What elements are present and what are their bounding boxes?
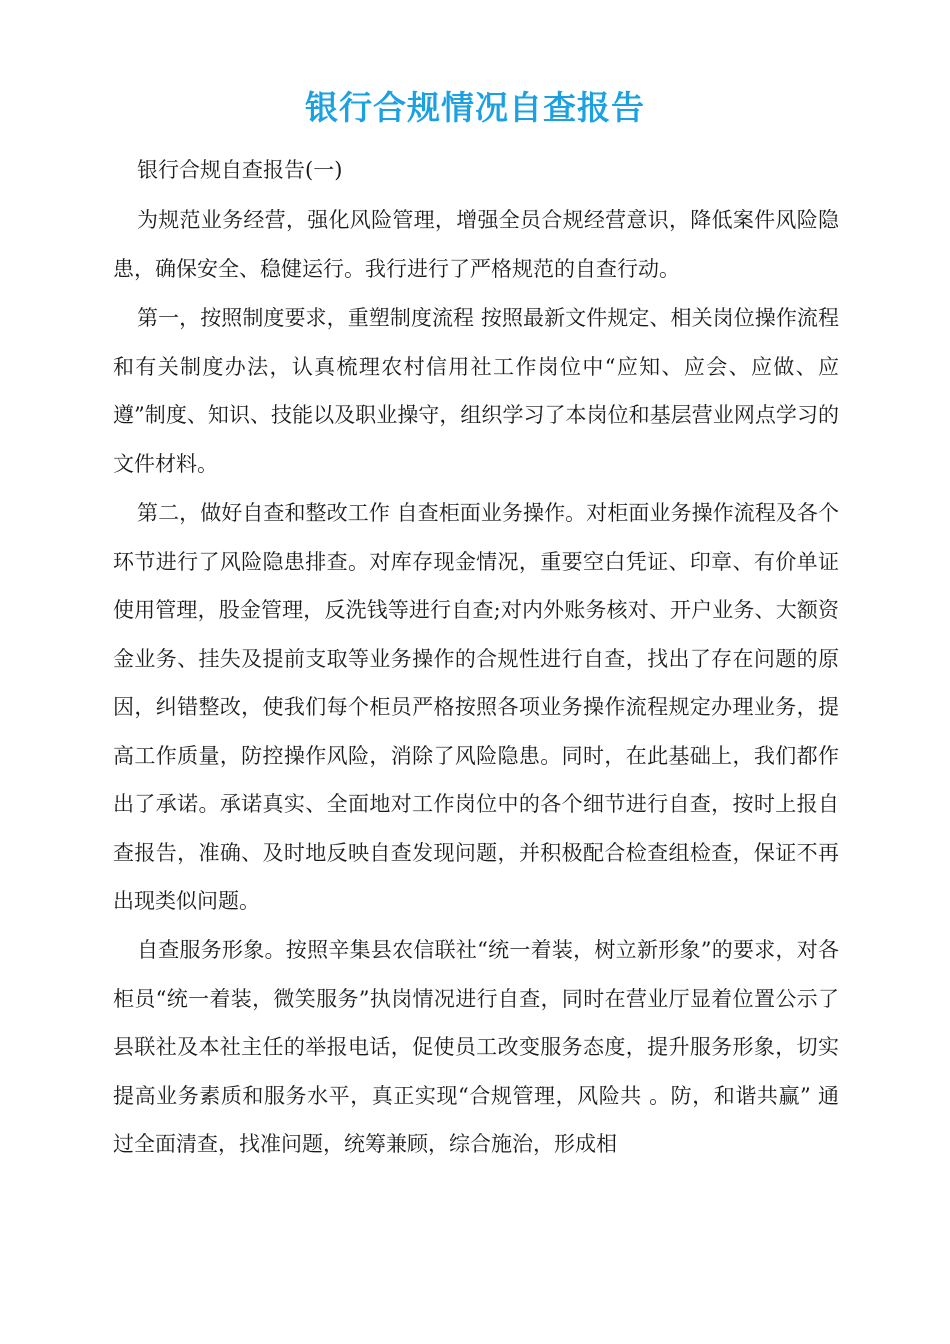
paragraph-intro: 为规范业务经营，强化风险管理，增强全员合规经营意识，降低案件风险隐患，确保安全、稳健运行。我行进行了严格规范的自查行动。 [113,208,839,281]
document-title: 银行合规情况自查报告 [305,88,645,127]
paragraph-second-item: 第二，做好自查和整改工作 自查柜面业务操作。对柜面业务操作流程及各个环节进行了风险隐患排查。对库存现金情况，重要空白凭证、印章、有价单证使用管理，股金管理，反洗钱等进行自查;对内外账务核对、开户业务、大额资金业务、挂失及提前支取等业务操作的合规性进行自查，找出了存在问题的原因，纠错整改，使我们每个柜员严格按照各项业务操作流程规定办理业务，提高工作质量，防控操作风险，消除了风险隐患。同时，在此基础上，我们都作出了承诺。承诺真实、全面地对工作岗位中的各个细节进行自查，按时上报自查报告，准确、及时地反映自查发现问题，并积极配合检查组检查，保证不再出现类似问题。 [113,501,839,913]
paragraph-service-image: 自查服务形象。按照辛集县农信联社“统一着装，树立新形象”的要求，对各柜员“统一着装，微笑服务”执岗情况进行自查，同时在营业厅显着位置公示了县联社及本社主任的举报电话，促使员工改变服务态度，提升服务形象，切实提高业务素质和服务水平，真正实现“合规管理，风险共 。防，和谐共赢” 通过全面清查，找准问题，统筹兼顾，综合施治，形成相 [113,938,839,1156]
document-subtitle: 银行合规自查报告(一) [137,158,343,182]
paragraph-first-item: 第一，按照制度要求，重塑制度流程 按照最新文件规定、相关岗位操作流程和有关制度办法，认真梳理农村信用社工作岗位中“应知、应会、应做、应遵”制度、知识、技能以及职业操守，组织学习了本岗位和基层营业网点学习的文件材料。 [113,306,839,476]
